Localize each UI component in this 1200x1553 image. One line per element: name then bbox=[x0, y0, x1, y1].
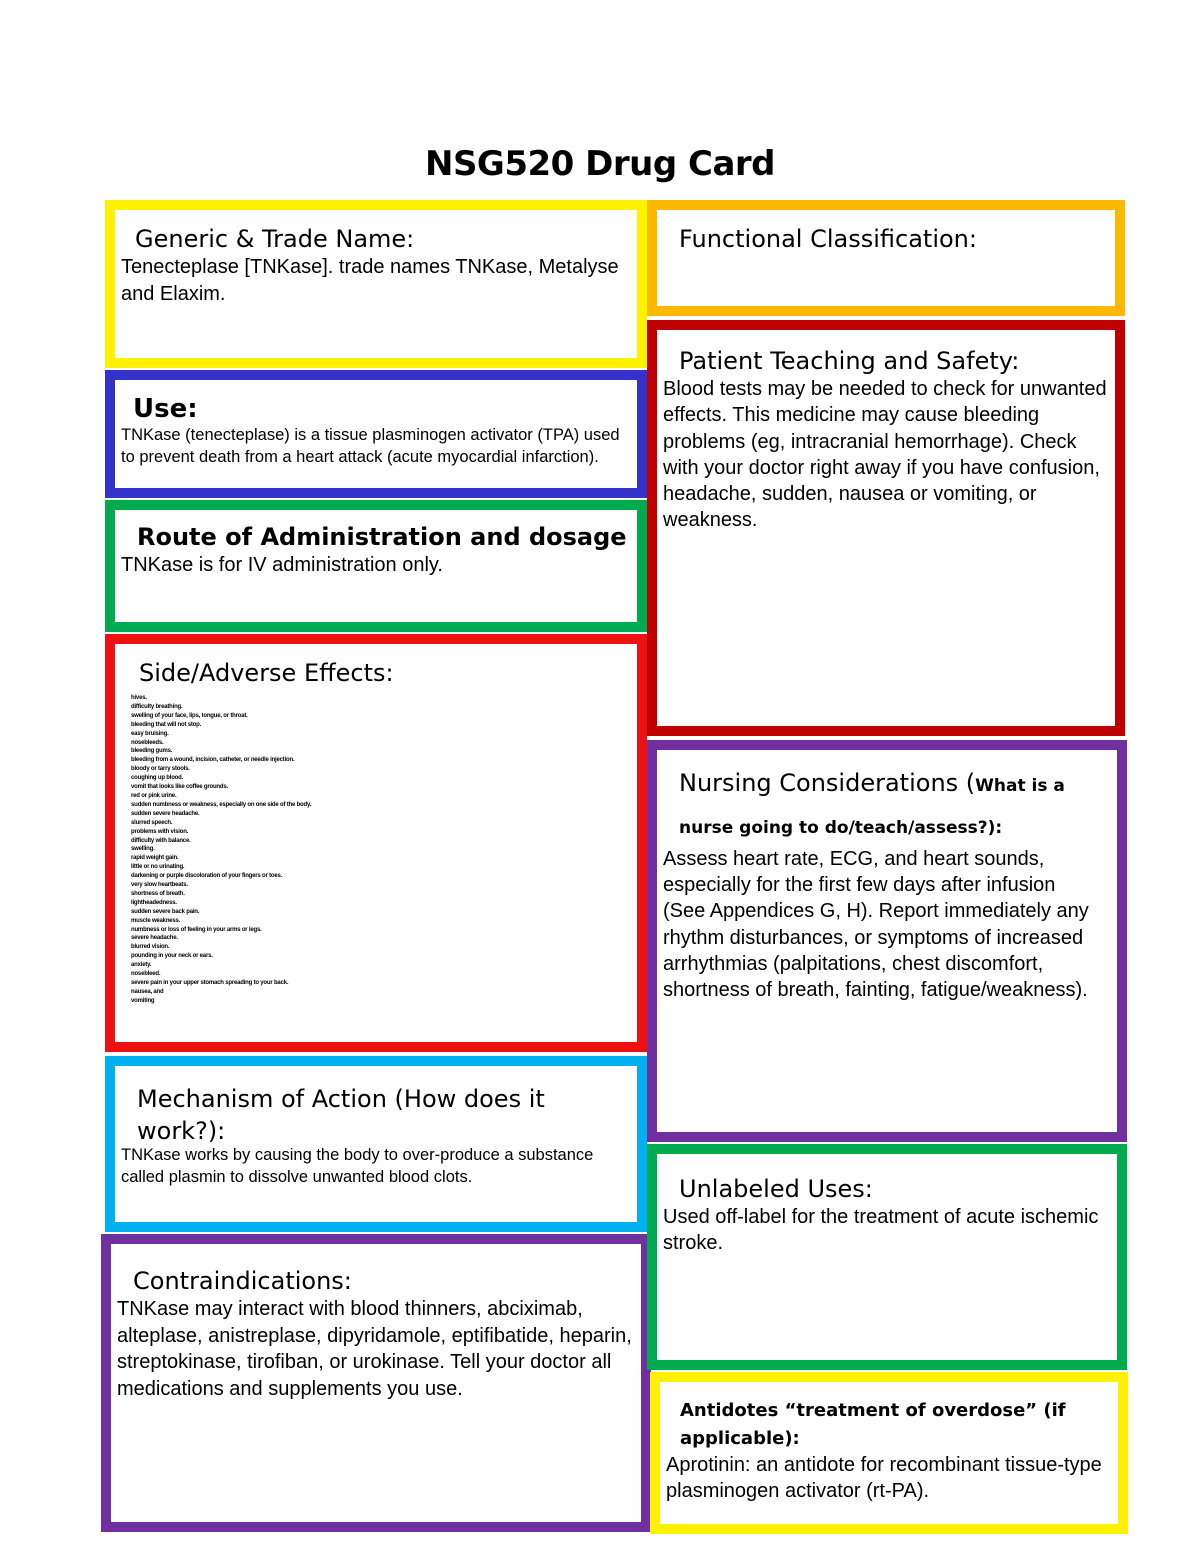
antidotes-body: Aprotinin: an antidote for recombinant tissue-type plasminogen activator (rt-PA). bbox=[666, 1454, 1102, 1502]
side-effects-heading: Side/Adverse Effects: bbox=[139, 659, 394, 687]
mechanism-heading-line-1: Mechanism of Action (How does it bbox=[137, 1085, 545, 1113]
side-effect-item: vomit that looks like coffee grounds. bbox=[131, 784, 228, 791]
side-effect-item: severe headache. bbox=[131, 935, 178, 942]
patient-teaching-box bbox=[647, 320, 1125, 736]
side-effect-item: nosebleed. bbox=[131, 971, 161, 978]
side-effect-item: darkening or purple discoloration of your fingers or toes. bbox=[131, 873, 283, 880]
nursing-heading-small-2: nurse going to do/teach/assess?): bbox=[679, 818, 1003, 838]
route-heading: Route of Administration and dosage bbox=[137, 523, 627, 551]
side-effect-item: bleeding from a wound, incision, catheter, or needle injection. bbox=[131, 757, 295, 764]
unlabeled-uses-box bbox=[647, 1144, 1127, 1370]
side-effect-item: rapid weight gain. bbox=[131, 855, 179, 862]
side-effect-item: severe pain in your upper stomach spreading to your back. bbox=[131, 980, 289, 986]
side-effect-item: sudden severe headache. bbox=[131, 810, 200, 817]
nursing-heading-main: Nursing Considerations ( bbox=[679, 769, 976, 797]
side-effect-item: hives. bbox=[131, 695, 147, 701]
functional-classification-heading: Functional Classification: bbox=[679, 225, 977, 253]
side-effect-item: muscle weakness. bbox=[131, 917, 181, 924]
route-body: TNKase is for IV administration only. bbox=[121, 554, 443, 576]
side-effect-item: swelling. bbox=[131, 846, 155, 853]
side-effect-item: shortness of breath. bbox=[131, 890, 185, 897]
side-effect-item: very slow heartbeats. bbox=[131, 882, 188, 889]
page-title: NSG520 Drug Card bbox=[424, 144, 776, 184]
nursing-heading-small-1: What is a bbox=[975, 776, 1065, 796]
side-effect-item: little or no urinating. bbox=[131, 864, 185, 871]
antidotes-heading-line-1: Antidotes “treatment of overdose” (if bbox=[680, 1400, 1066, 1421]
antidotes-box bbox=[650, 1372, 1128, 1534]
side-effect-item: difficulty with balance. bbox=[131, 837, 191, 844]
functional-classification-box bbox=[647, 200, 1125, 316]
side-effects-box bbox=[105, 634, 647, 1052]
use-box bbox=[105, 370, 647, 498]
side-effect-item: easy bruising. bbox=[131, 730, 169, 737]
side-effect-item: sudden numbness or weakness, especially on one side of the body. bbox=[131, 801, 312, 808]
use-heading: Use: bbox=[133, 394, 198, 424]
use-body: TNKase (tenecteplase) is a tissue plasminogen activator (TPA) used to prevent death from a heart attack (acute myocardial infarction). bbox=[121, 426, 620, 466]
side-effect-item: problems with vision. bbox=[131, 828, 189, 835]
nursing-heading-line-1 bbox=[663, 768, 1117, 801]
contraindications-heading: Contraindications: bbox=[133, 1267, 352, 1295]
nursing-heading-line-2 bbox=[663, 807, 1117, 846]
side-effect-item: coughing up blood. bbox=[131, 775, 184, 782]
patient-teaching-heading: Patient Teaching and Safety: bbox=[679, 347, 1020, 375]
generic-trade-name-box bbox=[105, 200, 647, 368]
side-effect-item: sudden severe back pain. bbox=[131, 908, 200, 915]
nursing-body: Assess heart rate, ECG, and heart sounds, especially for the first few days after infusion (See Appendices G, H). Report immediately any rhythm disturbances, or symptoms of increased arrhythmias (palpitations, chest discomfort, shortness of breath, fainting, fatigue/weakness). bbox=[663, 848, 1089, 1002]
contraindications-box bbox=[101, 1234, 651, 1532]
unlabeled-uses-heading: Unlabeled Uses: bbox=[679, 1175, 873, 1203]
patient-teaching-body: Blood tests may be needed to check for unwanted effects. This medicine may cause bleeding problems (eg, intracranial hemorrhage). Check with your doctor right away if you have confusion, headache, sudden, nausea or vomiting, or weakness. bbox=[663, 378, 1107, 532]
generic-trade-name-heading: Generic & Trade Name: bbox=[135, 225, 415, 253]
side-effect-item: bleeding gums. bbox=[131, 748, 173, 755]
side-effect-item: bloody or tarry stools. bbox=[131, 766, 190, 773]
side-effect-item: slurred speech. bbox=[131, 819, 173, 826]
side-effect-item: pounding in your neck or ears. bbox=[131, 953, 213, 960]
mechanism-box bbox=[105, 1056, 647, 1232]
side-effect-item: blurred vision. bbox=[131, 944, 170, 951]
side-effect-item: bleeding that will not stop. bbox=[131, 721, 202, 728]
contraindications-body: TNKase may interact with blood thinners, abciximab, alteplase, anistreplase, dipyridamole, eptifibatide, heparin, streptokinase, tirofiban, or urokinase. Tell your doctor all medications and supplements you use. bbox=[117, 1298, 632, 1400]
antidotes-heading-line-2: applicable): bbox=[680, 1428, 800, 1449]
mechanism-body: TNKase works by causing the body to over-produce a substance called plasmin to dissolve unwanted blood clots. bbox=[121, 1146, 594, 1186]
side-effect-item: swelling of your face, lips, tongue, or throat. bbox=[131, 712, 248, 719]
mechanism-heading-line-2: work?): bbox=[137, 1117, 226, 1145]
route-box bbox=[105, 500, 647, 632]
unlabeled-uses-body: Used off-label for the treatment of acute ischemic stroke. bbox=[663, 1206, 1099, 1254]
side-effect-item: difficulty breathing. bbox=[131, 703, 183, 710]
generic-trade-name-body: Tenecteplase [TNKase]. trade names TNKase, Metalyse and Elaxim. bbox=[121, 256, 619, 305]
side-effects-list bbox=[131, 694, 637, 1006]
side-effect-item: lightheadedness. bbox=[131, 899, 177, 906]
side-effect-item: red or pink urine. bbox=[131, 792, 177, 799]
side-effect-item: vomiting bbox=[131, 997, 155, 1004]
side-effect-item: nausea, and bbox=[131, 988, 164, 995]
side-effect-item: anxiety. bbox=[131, 962, 152, 969]
nursing-considerations-box bbox=[647, 740, 1127, 1142]
side-effect-item: numbness or loss of feeling in your arms or legs. bbox=[131, 926, 262, 933]
side-effect-item: nosebleeds. bbox=[131, 739, 164, 746]
